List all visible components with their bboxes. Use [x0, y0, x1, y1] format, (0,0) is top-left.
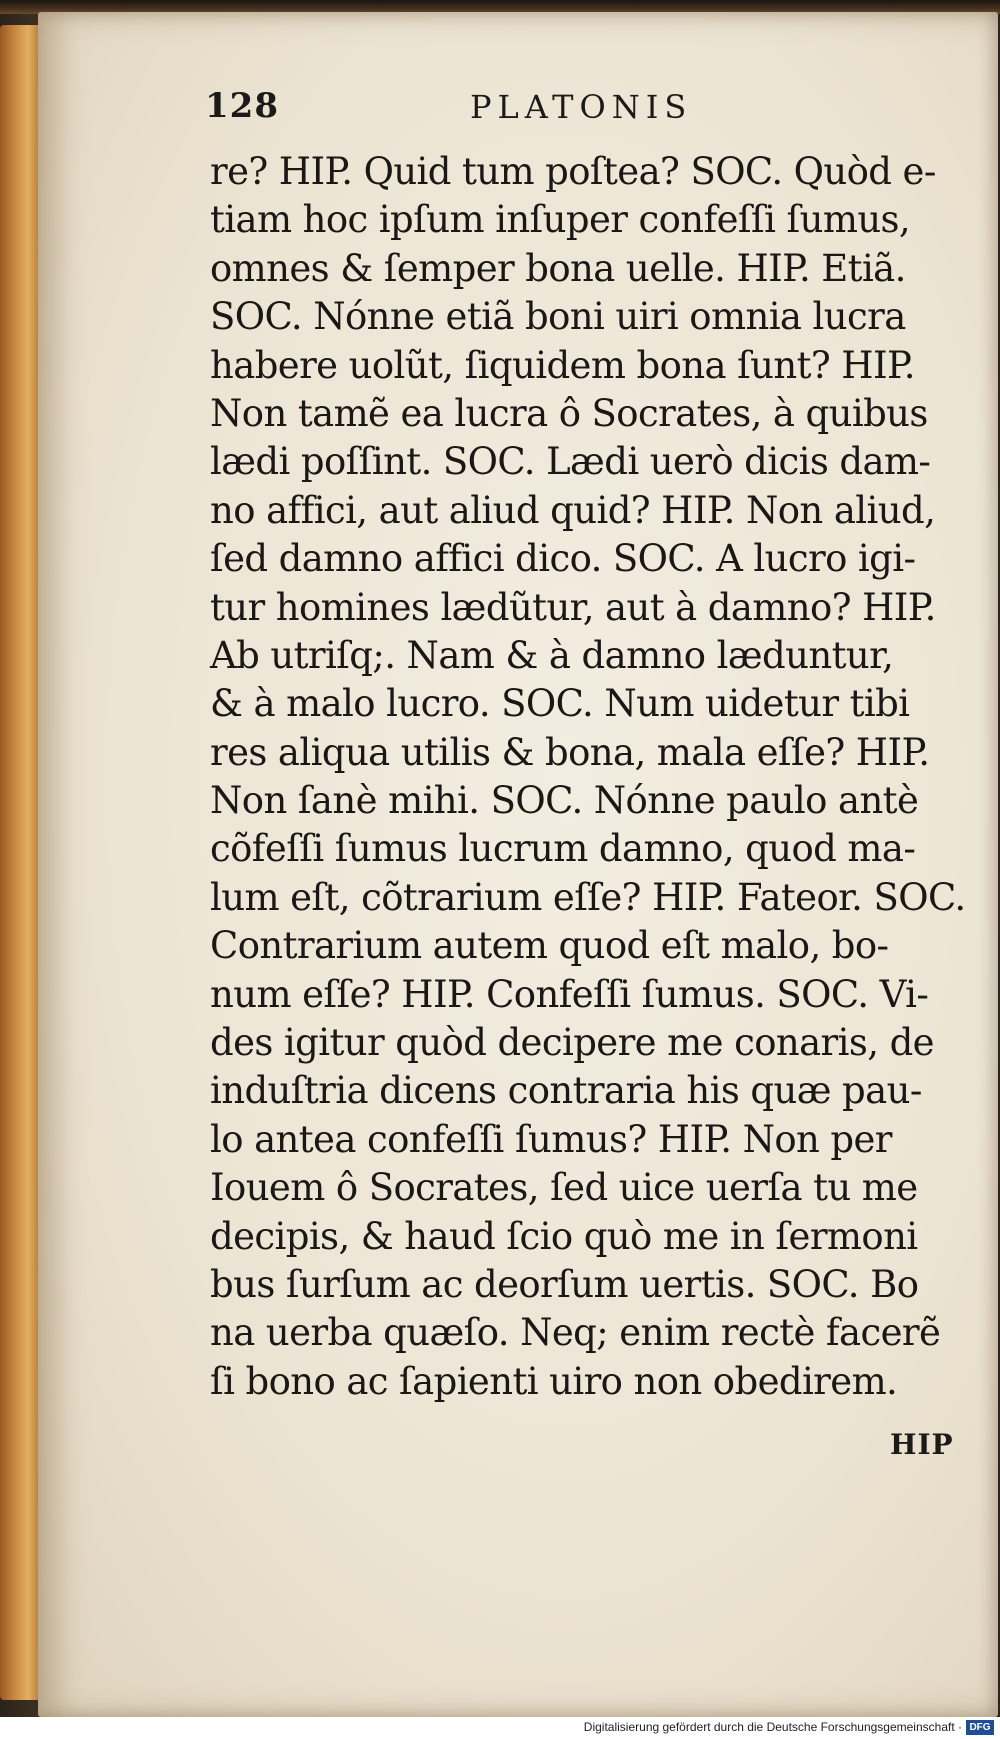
dfg-logo: DFG: [966, 1720, 994, 1735]
text-line: Non ſanè mihi. SOC. Nónne paulo antè: [210, 779, 919, 823]
funding-credit: Digitalisierung gefördert durch die Deutsche Forschungsgemeinschaft ·: [583, 1720, 962, 1734]
text-line: tiam hoc ipſum inſuper confeſſi ſumus,: [210, 198, 911, 242]
catchword: HIP: [890, 1428, 954, 1461]
text-line: re? HIP. Quid tum poſtea? SOC. Quòd e-: [210, 150, 936, 193]
text-line: SOC. Nónne etiã boni uiri omnia lucra: [210, 295, 906, 339]
body-text: [210, 148, 970, 1406]
text-line: decipis, & haud ſcio quò me in ſermoni: [210, 1214, 918, 1258]
text-line: Iouem ô Socrates, ſed uice uerſa tu me: [210, 1166, 918, 1210]
book-spine-edge: [0, 25, 40, 1700]
text-line: cõfeſſi ſumus lucrum damno, quod ma-: [210, 827, 916, 871]
text-line: res aliqua utilis & bona, mala eſſe? HIP.: [210, 730, 930, 774]
text-line: lædi poſſint. SOC. Lædi uerò dicis dam-: [210, 440, 931, 484]
text-line: Non tamẽ ea lucra ô Socrates, à quibus: [210, 391, 928, 435]
text-line: tur homines lædũtur, aut à damno? HIP.: [210, 585, 936, 629]
text-line: ſi bono ac ſapienti uiro non obedirem.: [210, 1359, 898, 1403]
text-line: Contrarium autem quod eſt malo, bo-: [210, 924, 889, 968]
text-line: & à malo lucro. SOC. Num uidetur tibi: [210, 682, 910, 726]
text-line: lo antea confeſſi ſumus? HIP. Non per: [210, 1117, 892, 1161]
text-line: no affici, aut aliud quid? HIP. Non aliud,: [210, 488, 936, 532]
text-line: lum eſt, cõtrarium eſſe? HIP. Fateor. SOC.: [210, 875, 966, 919]
running-head: [205, 86, 880, 136]
text-line: omnes & ſemper bona uelle. HIP. Etiã.: [210, 246, 906, 290]
text-line: induſtria dicens contraria his quæ pau-: [210, 1069, 922, 1113]
text-line: Ab utriſq;. Nam & à damno læduntur,: [210, 633, 894, 677]
text-line: ſed damno affici dico. SOC. A lucro igi-: [210, 537, 916, 581]
text-line: habere uolũt, ſiquidem bona ſunt? HIP.: [210, 343, 915, 387]
running-title: PLATONIS: [470, 88, 693, 126]
text-line: bus ſurſum ac deorſum uertis. SOC. Bo: [210, 1262, 919, 1306]
footer-bar: [0, 1717, 1000, 1739]
text-line: des igitur quòd decipere me conaris, de: [210, 1021, 934, 1065]
text-line: num eſſe? HIP. Confeſſi ſumus. SOC. Vi-: [210, 972, 929, 1016]
page-number: 128: [205, 86, 279, 126]
text-line: na uerba quæſo. Neq; enim rectè facerẽ: [210, 1311, 941, 1355]
